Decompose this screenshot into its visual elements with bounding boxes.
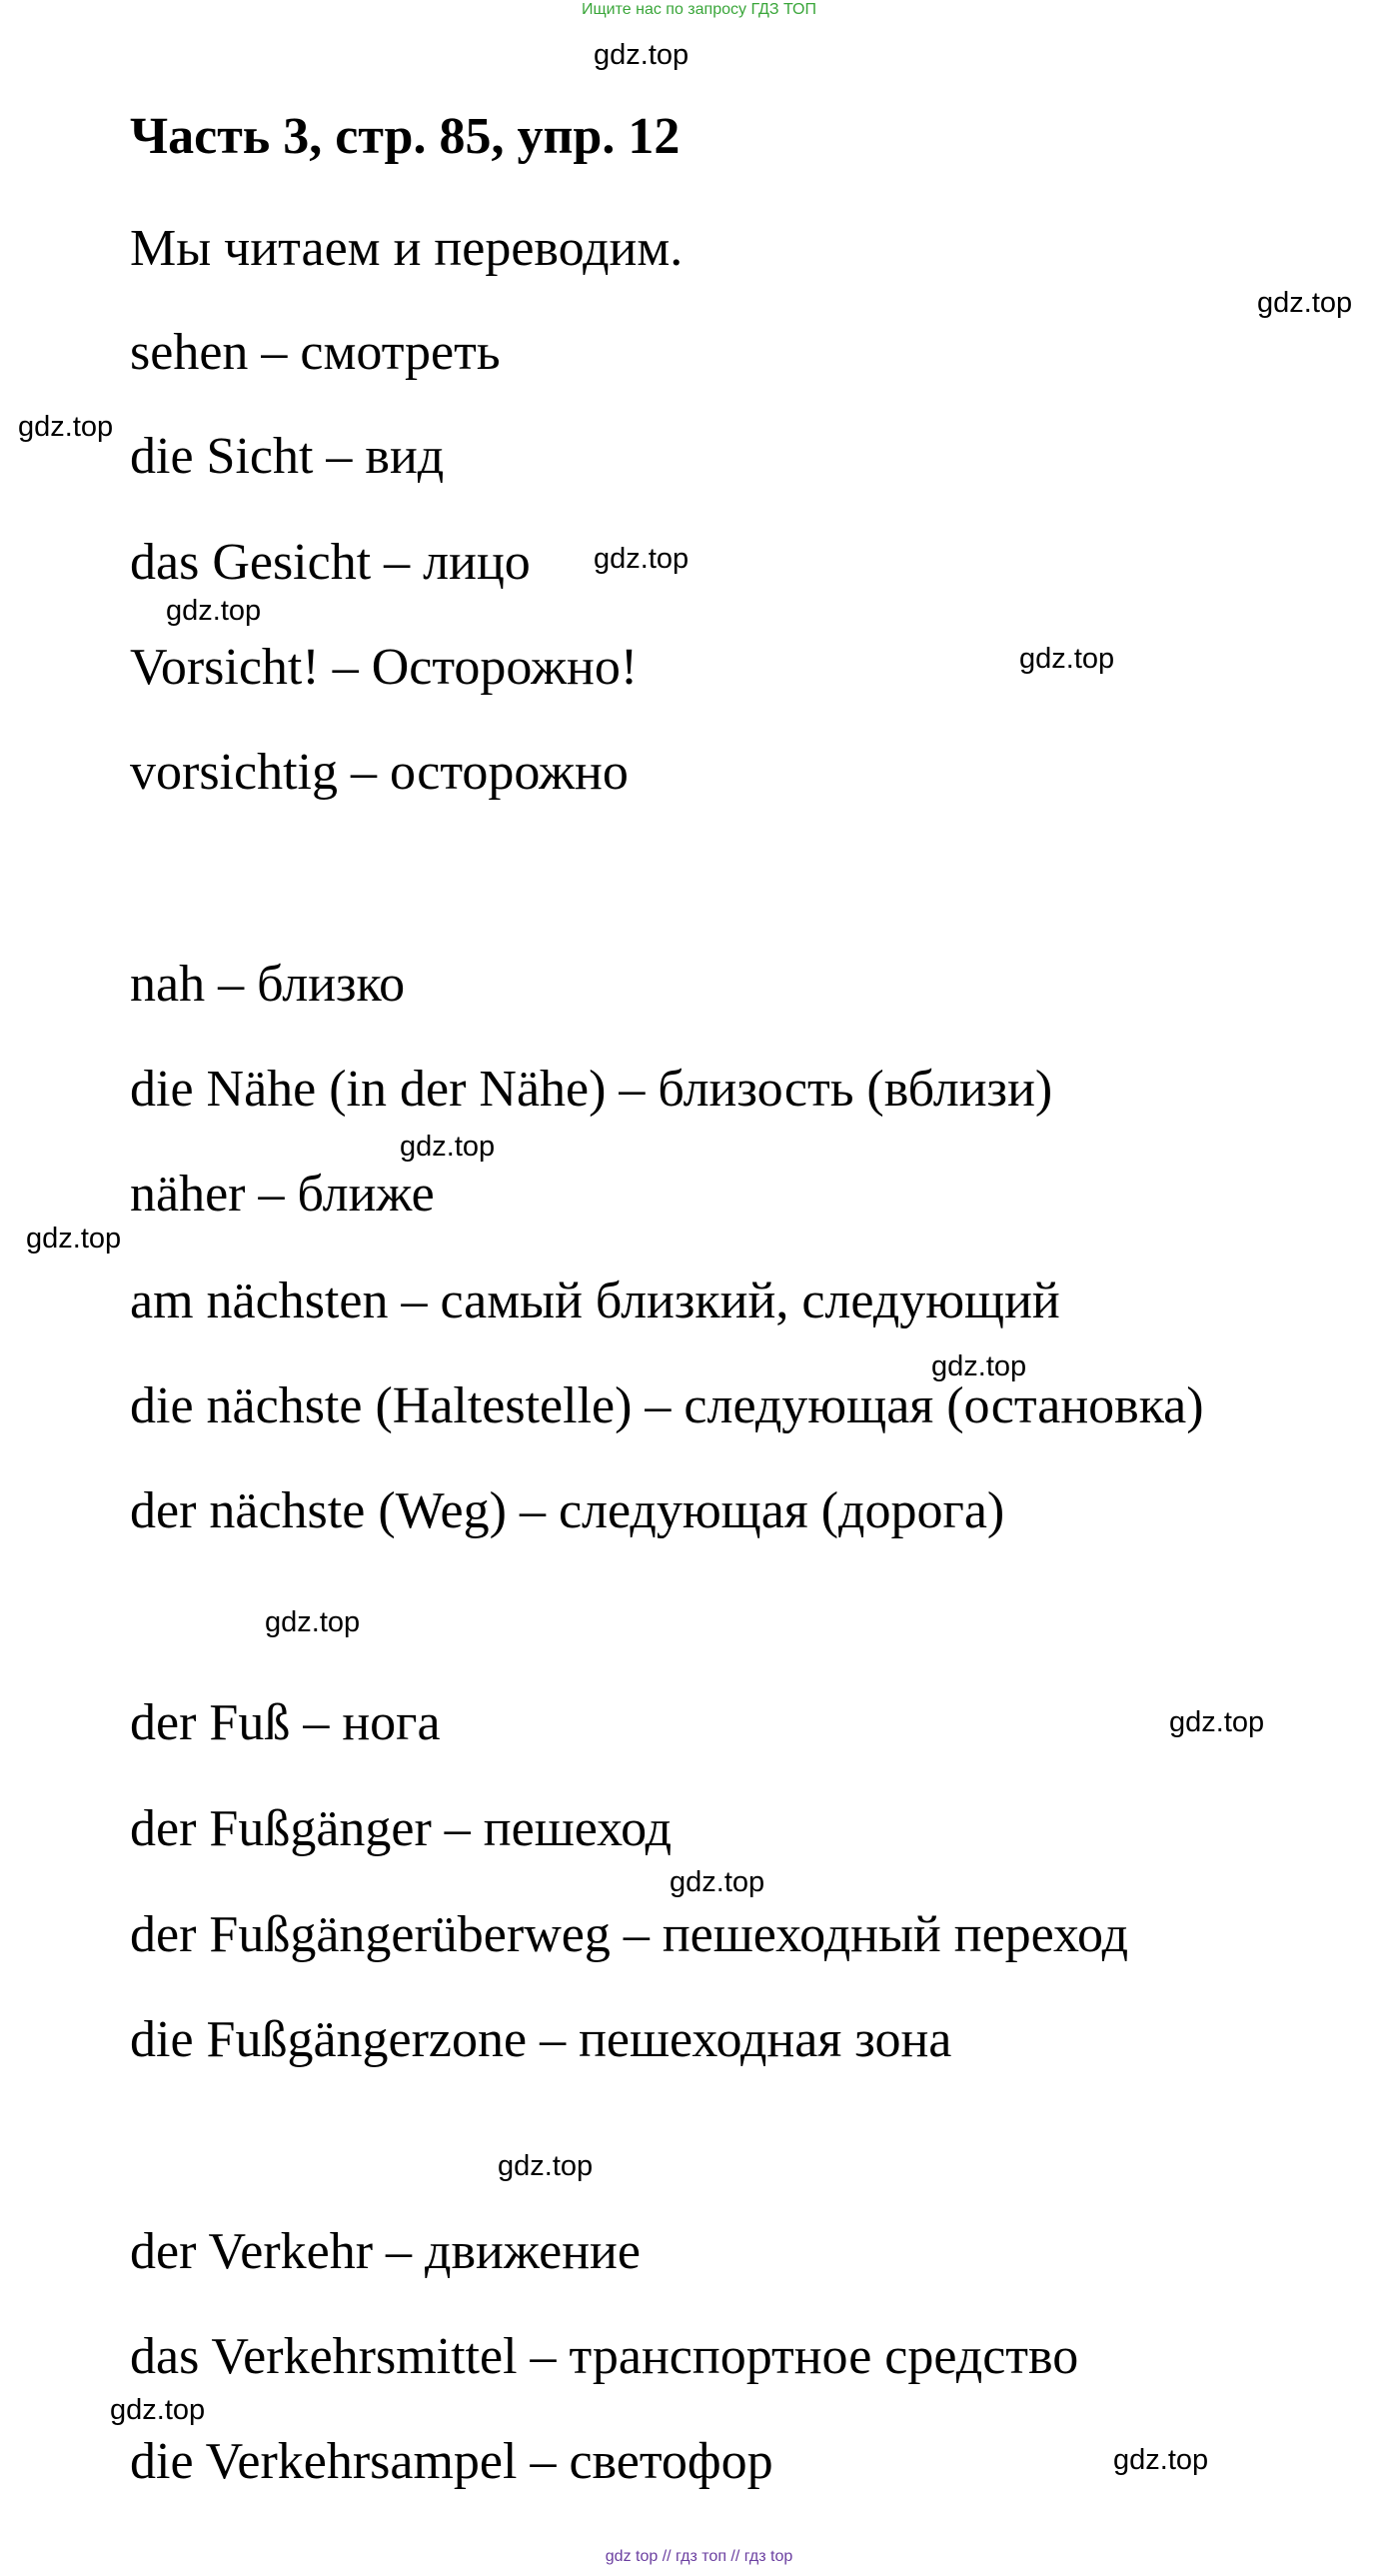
vocab-line: die Verkehrsampel – светофор (130, 2433, 773, 2490)
vocab-line: der Verkehr – движение (130, 2223, 641, 2280)
vocab-line: näher – ближе (130, 1166, 435, 1223)
vocab-line: die nächste (Haltestelle) – следующая (остановка) (130, 1377, 1204, 1434)
vocab-line: das Gesicht – лицо (130, 534, 531, 591)
vocab-line: die Nähe (in der Nähe) – близость (вблизи) (130, 1061, 1053, 1118)
watermark: gdz.top (400, 1131, 496, 1163)
vocab-line: nah – близко (130, 956, 406, 1013)
vocab-line: Vorsicht! – Осторожно! (130, 639, 639, 696)
vocab-line: vorsichtig – осторожно (130, 744, 629, 801)
watermark: gdz.top (1257, 287, 1353, 319)
vocab-line: am nächsten – самый близкий, следующий (130, 1273, 1060, 1329)
watermark: gdz.top (1169, 1706, 1265, 1738)
top-banner: Ищите нас по запросу ГДЗ ТОП (582, 1, 816, 18)
vocab-line: die Fußgängerzone – пешеходная зона (130, 2011, 952, 2068)
watermark: gdz.top (1113, 2444, 1209, 2476)
watermark: gdz.top (1019, 643, 1115, 675)
watermark: gdz.top (26, 1223, 122, 1255)
vocab-line: der Fußgänger – пешеход (130, 1800, 673, 1857)
page-title: Часть 3, стр. 85, упр. 12 (130, 108, 681, 165)
watermark: gdz.top (931, 1350, 1027, 1382)
watermark: gdz.top (498, 2150, 594, 2182)
watermark: gdz.top (594, 39, 690, 71)
vocab-line: der Fußgängerüberweg – пешеходный переход (130, 1906, 1129, 1963)
intro-line: Мы читаем и переводим. (130, 220, 684, 277)
footer: gdz top // гдз топ // гдз top (605, 2548, 793, 2565)
watermark: gdz.top (594, 543, 690, 575)
vocab-line: der nächste (Weg) – следующая (дорога) (130, 1482, 1005, 1539)
watermark: gdz.top (18, 411, 114, 443)
watermark: gdz.top (110, 2394, 206, 2426)
watermark: gdz.top (670, 1866, 765, 1898)
watermark: gdz.top (166, 595, 262, 627)
vocab-line: das Verkehrsmittel – транспортное средство (130, 2328, 1079, 2385)
watermark: gdz.top (265, 1606, 361, 1638)
vocab-line: die Sicht – вид (130, 428, 445, 485)
vocab-line: sehen – смотреть (130, 324, 501, 381)
vocab-line: der Fuß – нога (130, 1694, 441, 1751)
